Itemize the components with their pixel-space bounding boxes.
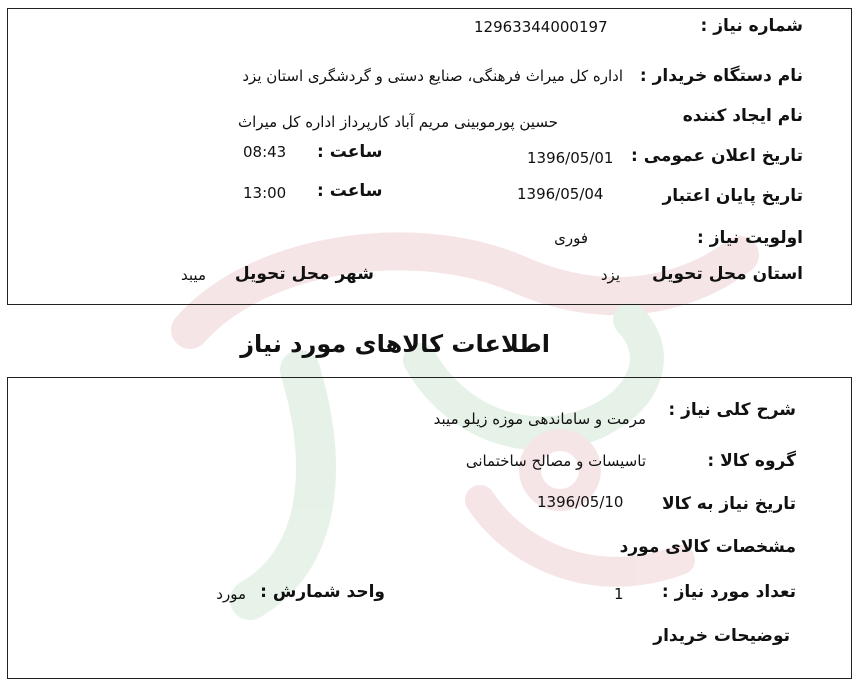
buyer-value: اداره کل میراث فرهنگی، صنایع دستی و گردشگری استان یزد (242, 67, 623, 85)
expiry-time-label: ساعت : (317, 181, 383, 201)
need-number-label: شماره نیاز : (700, 16, 803, 36)
quantity-value: 1 (614, 585, 624, 603)
quantity-label: تعداد مورد نیاز : (661, 582, 796, 602)
expiry-date-value: 1396/05/04 (517, 185, 604, 203)
description-value: مرمت و ساماندهی موزه زیلو میبد (433, 410, 646, 428)
specs-label: مشخصات کالای مورد (619, 537, 796, 557)
announce-date-value: 1396/05/01 (527, 149, 614, 167)
priority-value: فوری (554, 229, 588, 247)
expiry-date-label: تاریخ پایان اعتبار (662, 186, 803, 206)
announce-time-value: 08:43 (243, 143, 287, 161)
announce-time-label: ساعت : (317, 142, 383, 162)
city-value: میبد (181, 266, 206, 284)
province-label: استان محل تحویل (651, 264, 803, 284)
province-value: یزد (600, 266, 620, 284)
announce-date-label: تاریخ اعلان عمومی : (631, 146, 803, 166)
unit-value: مورد (216, 585, 246, 603)
need-date-label: تاریخ نیاز به کالا (661, 494, 796, 514)
unit-label: واحد شمارش : (260, 582, 385, 602)
goods-group-label: گروه کالا : (707, 451, 796, 471)
goods-section-title: اطلاعات کالاهای مورد نیاز (240, 330, 550, 358)
creator-value: حسین پورموبینی مریم آباد کارپرداز اداره کل میراث (238, 113, 558, 131)
description-label: شرح کلی نیاز : (668, 400, 796, 420)
expiry-time-value: 13:00 (243, 184, 287, 202)
city-label: شهر محل تحویل (234, 264, 374, 284)
buyer-label: نام دستگاه خریدار : (639, 66, 803, 86)
need-number-value: 12963344000197 (474, 18, 608, 36)
creator-label: نام ایجاد کننده (682, 106, 803, 126)
priority-label: اولویت نیاز : (697, 228, 803, 248)
need-date-value: 1396/05/10 (537, 493, 624, 511)
buyer-notes-label: توضیحات خریدار (653, 626, 790, 646)
goods-group-value: تاسیسات و مصالح ساختمانی (465, 452, 646, 470)
